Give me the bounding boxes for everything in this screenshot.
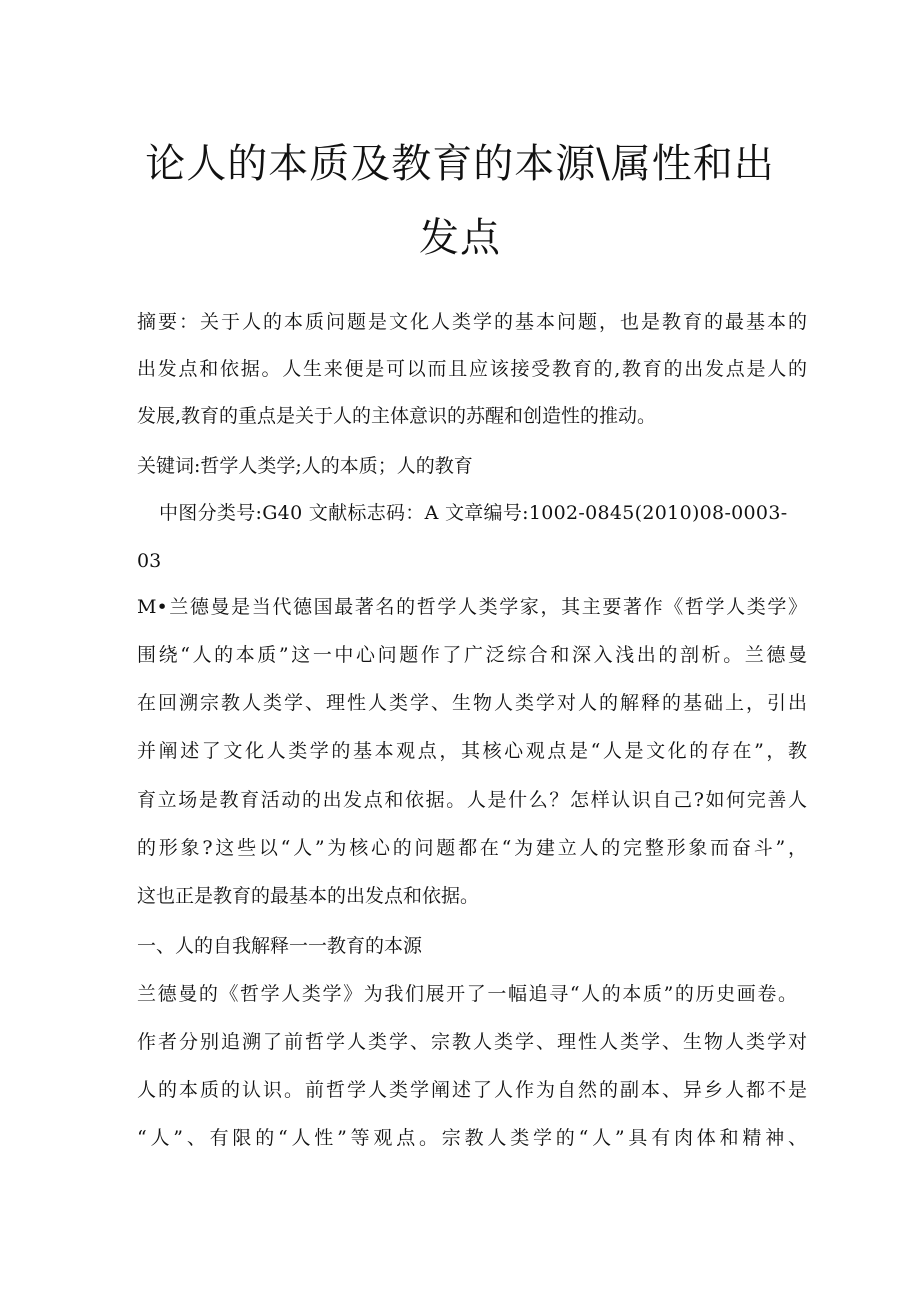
abstract-line: 摘要：关于人的本质问题是文化人类学的基本问题，也是教育的最基本的 — [137, 311, 807, 333]
section-line: 作者分别追溯了前哲学人类学、宗教人类学、理性人类学、生物人类学对 — [137, 1031, 807, 1053]
title-line-1: 论人的本质及教育的本源\属性和出 — [145, 141, 775, 187]
intro-line: 这也正是教育的最基本的出发点和依据。 — [137, 885, 480, 907]
classification-line: 03 — [137, 550, 162, 572]
intro-line: 的形象?这些以“人”为核心的问题都在“为建立人的完整形象而奋斗”， — [137, 837, 807, 859]
classification-line: 中图分类号:G40 文献标志码：A 文章编号:1002-0845(2010)08-0003- — [159, 502, 788, 524]
section-line: 兰德曼的《哲学人类学》为我们展开了一幅追寻“人的本质”的历史画卷。 — [137, 983, 797, 1005]
intro-line: M•兰德曼是当代德国最著名的哲学人类学家，其主要著作《哲学人类学》 — [137, 596, 807, 618]
section-line: 人的本质的认识。前哲学人类学阐述了人作为自然的副本、异乡人都不是 — [137, 1079, 807, 1101]
title-line-2: 发点 — [419, 215, 501, 261]
keywords: 关键词:哲学人类学;人的本质；人的教育 — [137, 455, 473, 477]
section-heading: 一、人的自我解释一一教育的本源 — [137, 935, 423, 957]
intro-line: 并阐述了文化人类学的基本观点，其核心观点是“人是文化的存在”，教 — [137, 740, 807, 762]
intro-line: 围绕“人的本质”这一中心问题作了广泛综合和深入浅出的剖析。兰德曼 — [137, 644, 807, 666]
intro-line: 育立场是教育活动的出发点和依据。人是什么？怎样认识自己?如何完善人 — [137, 789, 807, 811]
intro-line: 在回溯宗教人类学、理性人类学、生物人类学对人的解释的基础上，引出 — [137, 692, 807, 714]
section-line: “人”、有限的“人性”等观点。宗教人类学的“人”具有肉体和精神、 — [137, 1127, 807, 1149]
abstract-line: 出发点和依据。人生来便是可以而且应该接受教育的,教育的出发点是人的 — [137, 358, 807, 380]
abstract-line: 发展,教育的重点是关于人的主体意识的苏醒和创造性的推动。 — [137, 405, 657, 427]
